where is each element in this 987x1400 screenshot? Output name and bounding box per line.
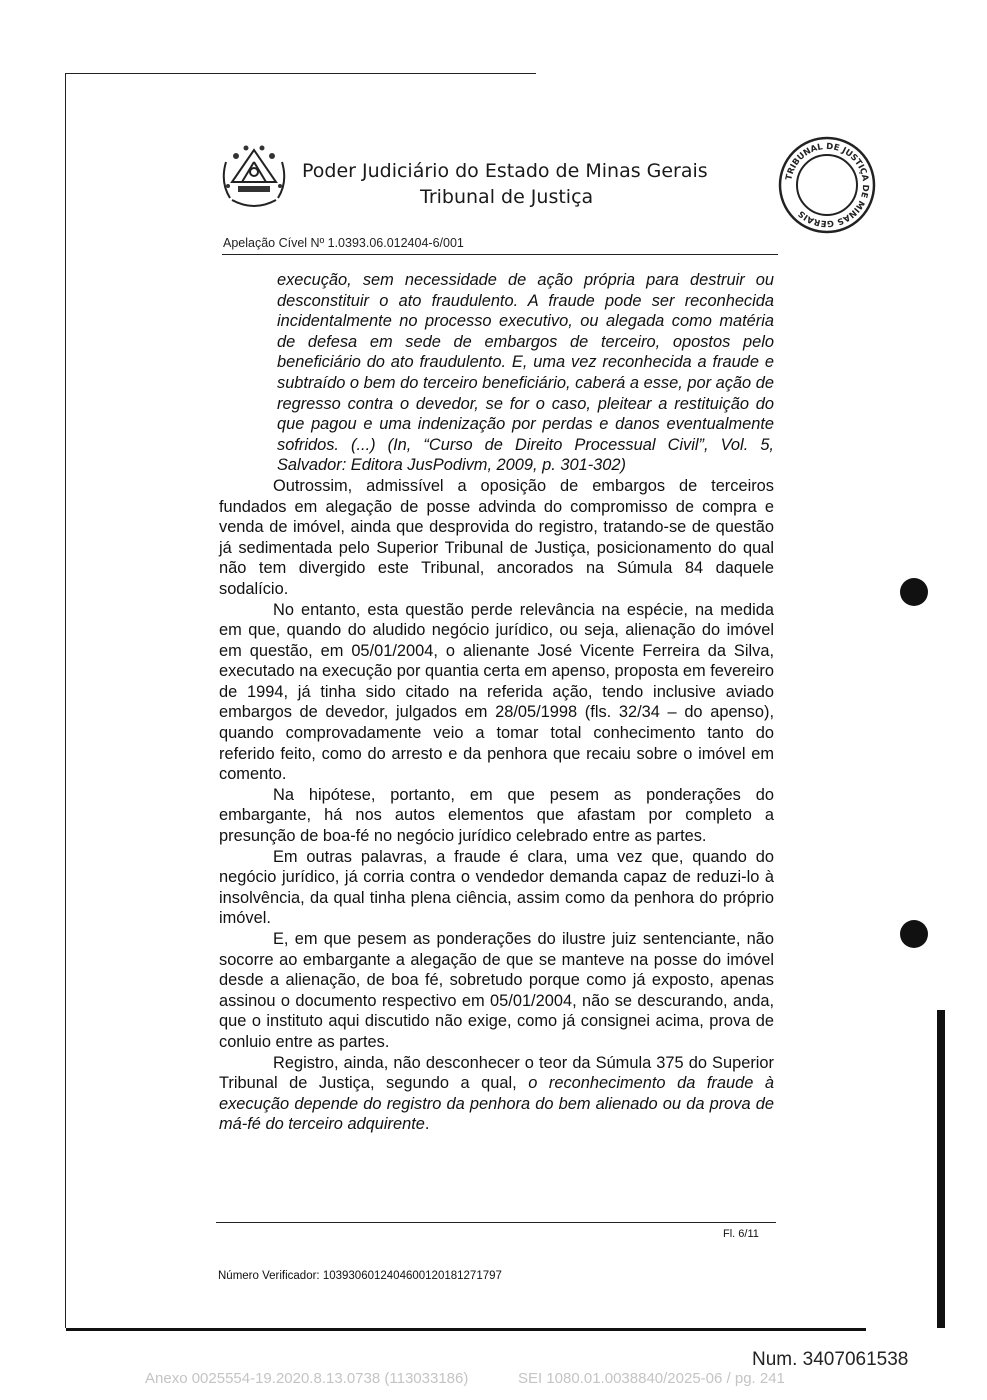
sei-reference: SEI 1080.01.0038840/2025-06 / pg. 241 xyxy=(518,1370,785,1387)
tribunal-seal-stamp xyxy=(777,135,877,235)
doctrine-quote: execução, sem necessidade de ação própria para destruir ou desconstituir o ato fraudulento. A fraude pode ser reconhecida incidentalmente no processo executivo, ou alegada como matéria de defesa em sede de embargos de terceiro, opostos pelo beneficiário do ato fraudulento. E, uma vez reconhecida a fraude e subtraído o bem do terceiro beneficiário, caberá a esse, por ação de regresso contra o devedor, se for o caso, pleitear a restituição do que pagou e uma indenização por perdas e danos eventualmente sofridos. (...) (In, “Curso de Direito Processual Civil”, Vol. 5, Salvador: Editora JusPodivm, 2009, p. 301-302) xyxy=(277,271,774,475)
paragraph-4: Em outras palavras, a fraude é clara, uma vez que, quando do negócio jurídico, já corria contra o vendedor demanda capaz de reduzi-lo à insolvência, da qual tinha plena ciência, assim como da penhora do próprio imóvel. xyxy=(219,847,774,928)
paragraph-1: Outrossim, admissível a oposição de embargos de terceiros fundados em alegação de posse advinda do compromisso de compra e venda de imóvel, ainda que desprovida do registro, tratando-se de questão já sedimentada pelo Superior Tribunal de Justiça, posicionamento do qual não tem divergido este Tribunal, ancorados na Súmula 84 daquele sodalício. xyxy=(219,476,774,598)
document-number-stamp: Num. 3407061538 xyxy=(752,1349,909,1370)
annex-reference: Anexo 0025554-19.2020.8.13.0738 (113033186) xyxy=(145,1370,469,1387)
footer-divider xyxy=(216,1222,776,1223)
seal-text: TRIBUNAL DE JUSTIÇA DE MINAS GERAIS xyxy=(784,141,871,229)
coat-of-arms-logo xyxy=(212,142,296,216)
paragraph-2: No entanto, esta questão perde relevância na espécie, na medida em que, quando do aludido negócio jurídico, ou seja, alienação do imóvel em questão, em 05/01/2004, o alienante José Vicente Ferreira da Silva, executado na execução por quantia certa em apenso, proposta em fevereiro de 1994, já tinha sido citado na referida ação, tendo inclusive aviado embargos de devedor, julgados em 28/05/1998 (fls. 32/34 – do apenso), quando comprovadamente veio a tomar total conhecimento tanto do referido feito, como do arresto e da penhora que recaiu sobre o imóvel em comento. xyxy=(219,600,774,784)
page-folio: Fl. 6/11 xyxy=(723,1228,759,1240)
hole-punch-mark xyxy=(900,578,928,606)
paragraph-5: E, em que pesem as ponderações do ilustre juiz sentenciante, não socorre ao embargante a alegação de que se manteve na posse do imóvel desde a alienação, de boa fé, sobretudo porque como já exposto, apenas assinou o documento respectivo em 05/01/2004, não se descurando, anda, que o instituto aqui discutido não exige, como já consignei acima, prova de conluio entre as partes. xyxy=(219,930,774,1051)
paragraph-6-end: . xyxy=(424,1115,430,1134)
court-title-line1: Poder Judiciário do Estado de Minas Gerais xyxy=(302,160,708,182)
document-body xyxy=(219,270,774,1135)
scan-left-border xyxy=(65,73,66,1328)
court-title xyxy=(302,158,732,210)
scan-right-border xyxy=(937,1010,945,1328)
paragraph-6-text: Registro, ainda, não desconhecer o teor da Súmula 375 do Superior Tribunal de Justiça, segundo a qual, xyxy=(219,1053,774,1093)
paragraph-6 xyxy=(219,1053,774,1135)
header-divider xyxy=(222,254,778,255)
paragraph-3: Na hipótese, portanto, em que pesem as ponderações do embargante, há nos autos elementos que afastam por completo a presunção de boa-fé no negócio jurídico celebrado entre as partes. xyxy=(219,785,774,846)
court-title-line2: Tribunal de Justiça xyxy=(420,186,594,208)
verifier-number: Número Verificador: 1039306012404600120181271797 xyxy=(218,1270,502,1282)
scan-bottom-border xyxy=(66,1328,866,1331)
case-number: Apelação Cível Nº 1.0393.06.012404-6/001 xyxy=(223,236,464,250)
sumula-375-citation: o reconhecimento da fraude à execução depende do registro da penhora do bem alienado ou da prova de má-fé do terceiro adquirente xyxy=(219,1074,775,1134)
hole-punch-mark xyxy=(900,920,928,948)
scan-top-border xyxy=(66,73,536,74)
